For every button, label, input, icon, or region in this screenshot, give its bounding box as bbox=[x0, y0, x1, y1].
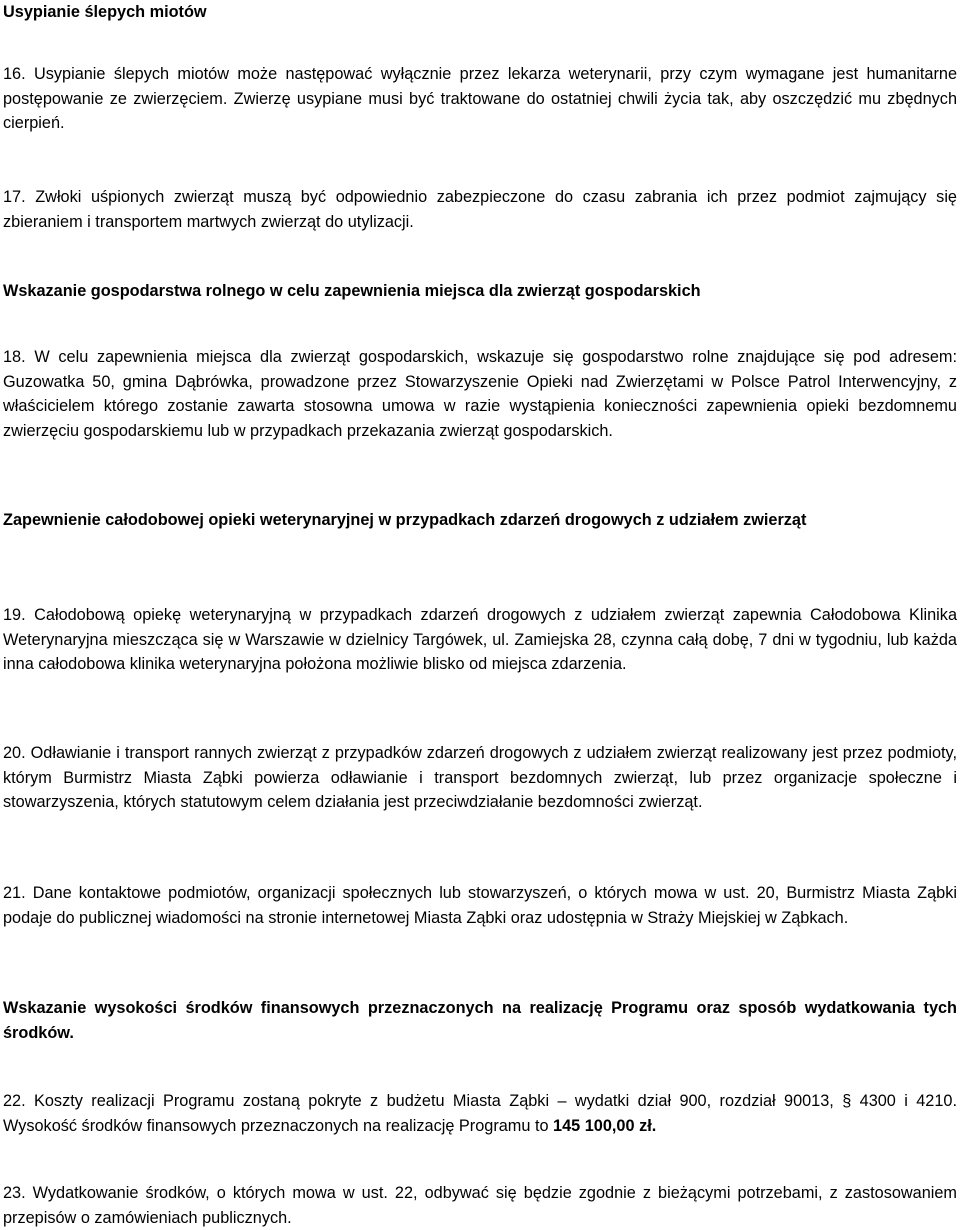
section-heading-opieka-weterynaryjna: Zapewnienie całodobowej opieki weterynaryjnej w przypadkach zdarzeń drogowych z udziałem zwierząt bbox=[3, 511, 807, 529]
paragraph-23: 23. Wydatkowanie środków, o których mowa w ust. 22, odbywać się będzie zgodnie z bieżącymi potrzebami, z zastosowaniem przepisów o zamówieniach publicznych. bbox=[3, 1184, 957, 1227]
paragraph-21: 21. Dane kontaktowe podmiotów, organizacji społecznych lub stowarzyszeń, o których mowa w ust. 20, Burmistrz Miasta Ząbki podaje do publicznej wiadomości na stronie internetowej Miasta Ząbki oraz udostępnia w Straży Miejskiej w Ząbkach. bbox=[3, 884, 957, 927]
paragraph-19: 19. Całodobową opiekę weterynaryjną w przypadkach zdarzeń drogowych z udziałem zwierząt zapewnia Całodobowa Klinika Weterynaryjna mieszcząca się w Warszawie w dzielnicy Targówek, ul. Zamiejska 28, czynna całą dobę, 7 dni w tygodniu, lub każda inna całodobowa klinika weterynaryjna położona możliwie blisko od miejsca zdarzenia. bbox=[3, 606, 957, 673]
program-amount: 145 100,00 zł. bbox=[548, 1116, 657, 1135]
section-heading-usypianie: Usypianie ślepych miotów bbox=[3, 3, 207, 21]
section-heading-gospodarstwo: Wskazanie gospodarstwa rolnego w celu zapewnienia miejsca dla zwierząt gospodarskich bbox=[3, 282, 701, 300]
paragraph-17: 17. Zwłoki uśpionych zwierząt muszą być odpowiednio zabezpieczone do czasu zabrania ich przez podmiot zajmujący się zbieraniem i transportem martwych zwierząt do utylizacji. bbox=[3, 188, 957, 231]
paragraph-22-text: 22. Koszty realizacji Programu zostaną pokryte z budżetu Miasta Ząbki – wydatki dział 900, rozdział 90013, § 4300 i 4210. Wysokość środków finansowych przeznaczonych na realizację Programu to bbox=[3, 1092, 957, 1135]
section-heading-srodki-finansowe: Wskazanie wysokości środków finansowych przeznaczonych na realizację Programu oraz sposób wydatkowania tych środków. bbox=[3, 999, 957, 1042]
paragraph-18: 18. W celu zapewnienia miejsca dla zwierząt gospodarskich, wskazuje się gospodarstwo rolne znajdujące się pod adresem: Guzowatka 50, gmina Dąbrówka, prowadzone przez Stowarzyszenie Opieki nad Zwierzętami w Polsce Patrol Interwencyjny, z właścicielem którego zostanie zawarta stosowna umowa w razie wystąpienia konieczności zapewnienia opieki bezdomnemu zwierzęciu gospodarskiemu lub w przypadkach przekazania zwierząt gospodarskich. bbox=[3, 348, 957, 440]
paragraph-16: 16. Usypianie ślepych miotów może następować wyłącznie przez lekarza weterynarii, przy czym wymagane jest humanitarne postępowanie ze zwierzęciem. Zwierzę usypiane musi być traktowane do ostatniej chwili życia tak, aby oszczędzić mu zbędnych cierpień. bbox=[3, 65, 957, 132]
paragraph-20: 20. Odławianie i transport rannych zwierząt z przypadków zdarzeń drogowych z udziałem zwierząt realizowany jest przez podmioty, którym Burmistrz Miasta Ząbki powierza odławianie i transport bezdomnych zwierząt, lub przez organizacje społeczne i stowarzyszenia, których statutowym celem działania jest przeciwdziałanie bezdomności zwierząt. bbox=[3, 744, 957, 811]
paragraph-22 bbox=[3, 1089, 957, 1138]
